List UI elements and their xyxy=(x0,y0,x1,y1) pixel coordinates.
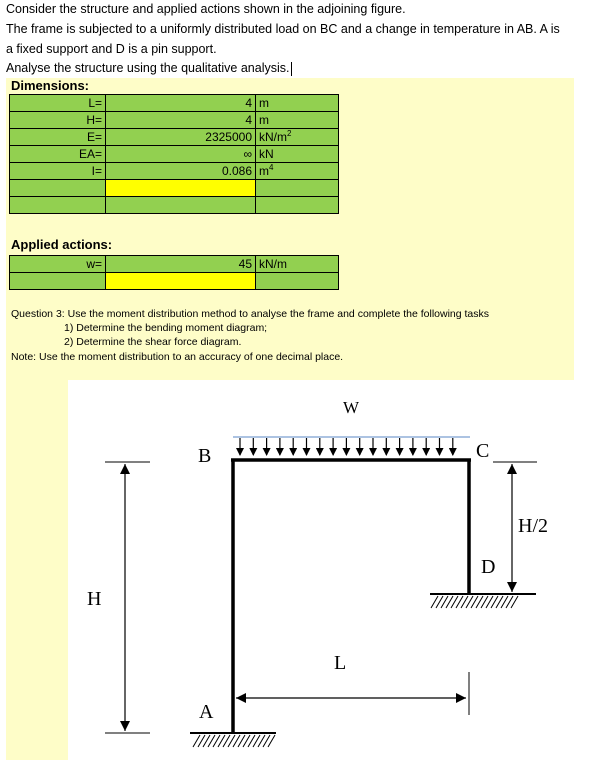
joint-label-B: B xyxy=(198,445,212,467)
dim-unit-I-text: m xyxy=(259,164,269,178)
dim-value-L[interactable]: 4 xyxy=(106,95,256,112)
load-label: W xyxy=(343,398,360,417)
joint-label-C: C xyxy=(476,440,490,462)
question-task-2: 2) Determine the shear force diagram. xyxy=(64,336,242,348)
joint-label-D: D xyxy=(481,556,496,578)
dim-value-E[interactable]: 2325000 xyxy=(106,129,256,146)
question-task-1: 1) Determine the bending moment diagram; xyxy=(64,322,268,334)
dim-value-EA[interactable]: ∞ xyxy=(106,146,256,163)
dim-label-H: H= xyxy=(10,112,106,129)
dim-unit-E-text: kN/m xyxy=(259,130,287,144)
dim-unit-H: m xyxy=(256,112,339,129)
dim-label-E: E= xyxy=(10,129,106,146)
intro-line-3: a fixed support and D is a pin support. xyxy=(6,42,217,56)
intro-line-2: The frame is subjected to a uniformly distributed load on BC and a change in temperature in AB. A is xyxy=(6,22,560,36)
dimensions-title: Dimensions: xyxy=(11,78,90,93)
intro-line-1: Consider the structure and applied actions shown in the adjoining figure. xyxy=(6,2,406,16)
action-unit-w: kN/m xyxy=(256,256,339,273)
support-D-hatch xyxy=(431,596,518,608)
dim-unit-EA: kN xyxy=(256,146,339,163)
dim-label-I: I= xyxy=(10,163,106,180)
frame-members xyxy=(231,459,471,733)
question-title: Question 3: Use the moment distribution method to analyse the frame and complete the following tasks xyxy=(11,308,490,320)
dim-H2-label: H/2 xyxy=(518,515,548,537)
support-A-hatch xyxy=(193,735,275,747)
dim-value-I[interactable]: 0.086 xyxy=(106,163,256,180)
joint-label-A: A xyxy=(199,701,214,723)
dim-L-label: L xyxy=(334,652,347,674)
action-value-w[interactable]: 45 xyxy=(106,256,256,273)
dim-label-EA: EA= xyxy=(10,146,106,163)
dim-label-L: L= xyxy=(10,95,106,112)
intro-line-4-text: Analyse the structure using the qualitative analysis. xyxy=(6,61,290,75)
dim-unit-E-sup: 2 xyxy=(287,129,292,138)
actions-title: Applied actions: xyxy=(11,237,113,252)
dim-unit-L: m xyxy=(256,95,339,112)
dim-unit-I-sup: 4 xyxy=(269,163,274,172)
udl-arrows xyxy=(240,438,453,455)
dim-value-H[interactable]: 4 xyxy=(106,112,256,129)
action-label-w: w= xyxy=(10,256,106,273)
question-note: Note: Use the moment distribution to an accuracy of one decimal place. xyxy=(11,351,344,363)
dim-H-label: H xyxy=(87,588,102,610)
